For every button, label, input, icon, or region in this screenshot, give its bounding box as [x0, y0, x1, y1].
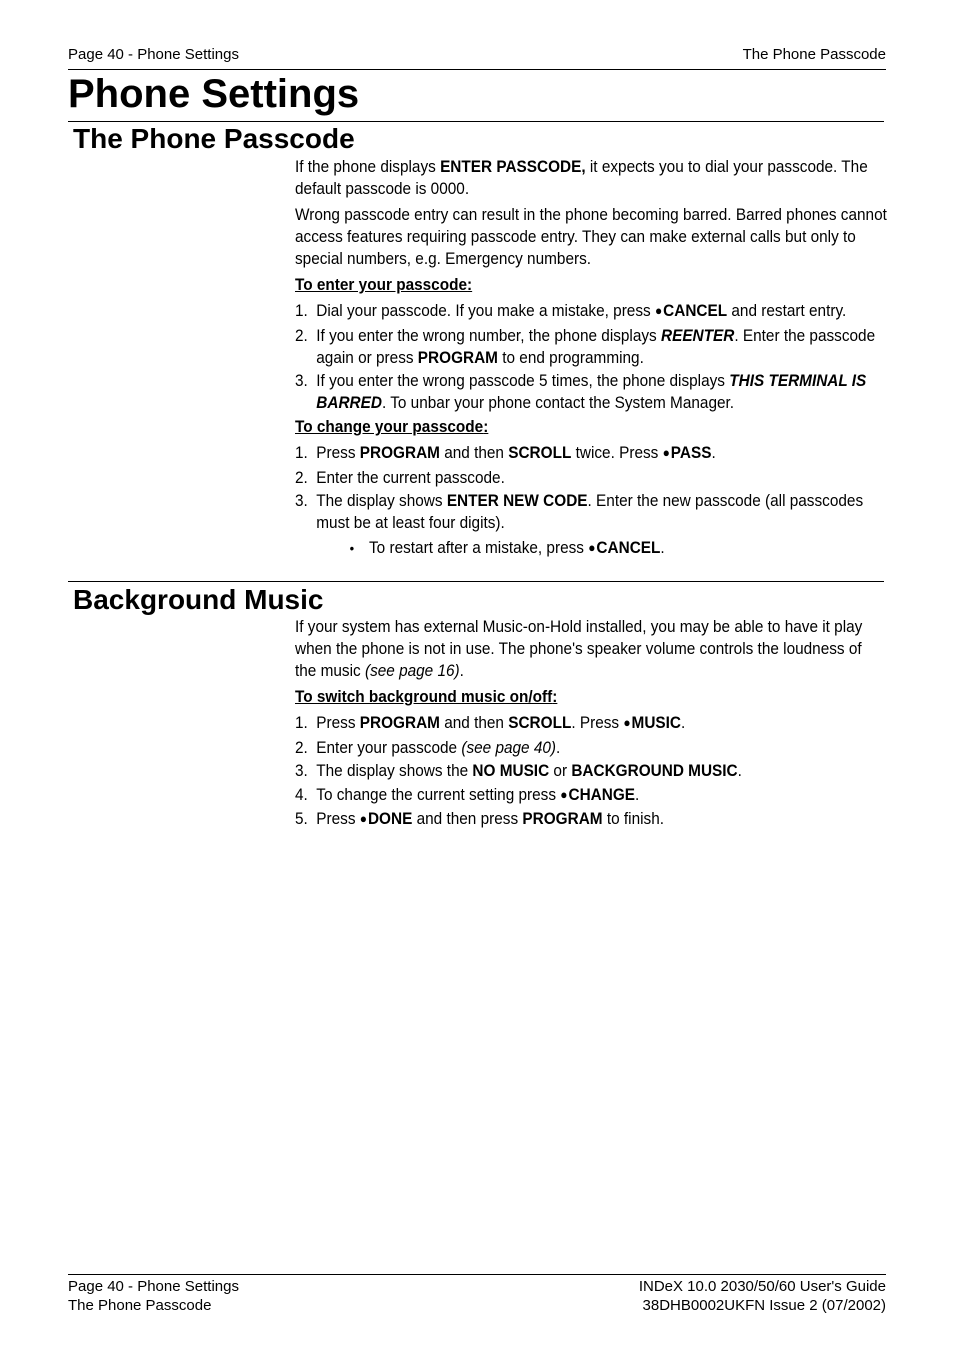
music-steps	[295, 712, 887, 831]
passcode-intro-2: Wrong passcode entry can result in the phone becoming barred. Barred phones cannot access features requiring passcode entry. They can make external calls but only to special numbers, e.g. Emergency numbers.	[295, 205, 887, 268]
section-heading-passcode: The Phone Passcode	[73, 123, 355, 154]
list-item: 3. The display shows ENTER NEW CODE. Enter the new passcode (all passcodes must be at least four digits). • To restart after a mistake, press ● CANCEL.	[295, 490, 887, 560]
list-item: 5. Press ● DONE and then press PROGRAM to finish.	[295, 808, 887, 831]
softkey-change: ● CHANGE	[560, 785, 635, 804]
passcode-intro-1: If the phone displays ENTER PASSCODE, it expects you to dial your passcode. The default passcode is 0000.	[295, 157, 868, 198]
page-footer	[68, 1274, 886, 1314]
bullet-item: • To restart after a mistake, press ● CANCEL.	[316, 537, 887, 560]
change-passcode-steps	[295, 442, 887, 560]
bullet-list	[316, 537, 887, 560]
list-item: 4. To change the current setting press ● CHANGE.	[295, 784, 887, 807]
list-item: 2. Enter your passcode (see page 40).	[295, 737, 561, 757]
passcode-section-body	[295, 156, 887, 562]
change-passcode-subheading: To change your passcode:	[295, 417, 489, 436]
softkey-pass: ● PASS	[663, 443, 712, 462]
list-item: 2. If you enter the wrong number, the phone displays REENTER. Enter the passcode again or press PROGRAM to end programming.	[295, 325, 876, 367]
footer-left: Page 40 - Phone Settings The Phone Passcode	[68, 1278, 239, 1314]
page-header	[68, 45, 886, 70]
section-heading-music: Background Music	[73, 584, 324, 615]
music-section-body	[295, 616, 887, 833]
list-item: 2. Enter the current passcode.	[295, 467, 505, 487]
page-title: Phone Settings	[68, 72, 360, 116]
header-left: Page 40 - Phone Settings	[68, 46, 239, 63]
list-item: 1. Dial your passcode. If you make a mistake, press ● CANCEL and restart entry.	[295, 300, 887, 323]
list-item: 1. Press PROGRAM and then SCROLL twice. Press ● PASS.	[295, 442, 887, 465]
softkey-done: ● DONE	[360, 809, 413, 828]
enter-passcode-steps	[295, 300, 887, 414]
music-subheading: To switch background music on/off:	[295, 687, 558, 706]
softkey-music: ● MUSIC	[623, 713, 681, 732]
softkey-cancel: ● CANCEL	[588, 538, 660, 557]
list-item: 3. The display shows the NO MUSIC or BACKGROUND MUSIC.	[295, 761, 742, 780]
section-rule	[68, 581, 884, 582]
list-item: 3. If you enter the wrong passcode 5 times, the phone displays THIS TERMINAL IS BARRED. To unbar your phone contact the System Manager.	[295, 371, 867, 412]
softkey-cancel: ● CANCEL	[655, 301, 727, 320]
footer-right: INDeX 10.0 2030/50/60 User's Guide 38DHB0002UKFN Issue 2 (07/2002)	[638, 1278, 886, 1314]
music-intro: If your system has external Music-on-Hold installed, you may be able to have it play when the phone is not in use. The phone's speaker volume controls the loudness of the music (see page 16).	[295, 617, 863, 680]
enter-passcode-subheading: To enter your passcode:	[295, 275, 473, 294]
header-right: The Phone Passcode	[742, 46, 886, 63]
list-item: 1. Press PROGRAM and then SCROLL. Press ● MUSIC.	[295, 712, 887, 735]
bullet-icon: •	[349, 540, 355, 556]
